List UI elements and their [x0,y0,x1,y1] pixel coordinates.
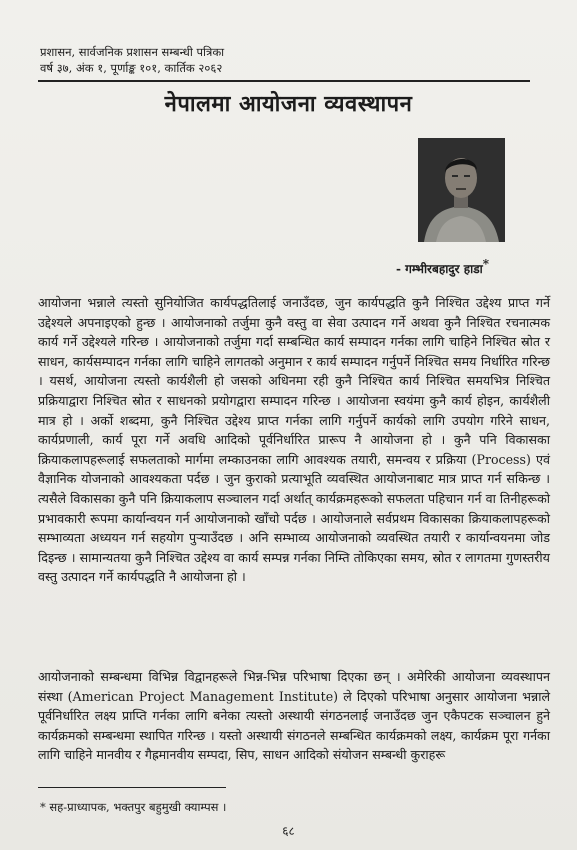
journal-name: प्रशासन, सार्वजनिक प्रशासन सम्बन्धी पत्रिका [40,45,225,59]
paragraph-2: आयोजनाको सम्बन्धमा विभिन्न विद्वानहरूले भिन्न-भिन्न परिभाषा दिएका छन् । अमेरिकी आयोजना व्यवस्थापन संस्था (American Project Management Institute) ले दिएको परिभाषा अनुसार आयोजना भन्नाले पूर्वनिर्धारित लक्ष्य प्राप्ति गर्नका लागि बनेका त्यस्तो अस्थायी संगठनलाई जनाउँदछ जुन एकैपटक सञ्चालन हुने कार्यक्रमको सम्बन्धमा स्थापित गरिन्छ । यस्तो अस्थायी संगठनले सम्बन्धित कार्यक्रमको लक्ष्य, कार्यक्रम पूरा गर्नका लागि चाहिने मानवीय र गैह्रमानवीय सम्पदा, सिप, साधन आदिको संयोजन सम्बन्धी कुराहरू [38,669,550,763]
author-photo [418,138,505,242]
issue-info: वर्ष ३७, अंक १, पूर्णाङ्क १०१, कार्तिक २०६२ [40,61,223,75]
author-name-text: - गम्भीरबहादुर हाडा [396,262,483,276]
article-title: नेपालमा आयोजना व्यवस्थापन [164,91,413,117]
page-number: ६८ [282,824,295,838]
paragraph-1: आयोजना भन्नाले त्यस्तो सुनियोजित कार्यपद्धतिलाई जनाउँदछ, जुन कार्यपद्धति कुनै निश्चित उद्देश्य प्राप्त गर्ने उद्देश्यले अपनाइएको हुन्छ । आयोजनाको तर्जुमा कुनै वस्तु वा सेवा उत्पादन गर्ने अथवा कुनै निश्चित रचनात्मक कार्य गर्ने उद्देश्यले गरिन्छ । आयोजनाको तर्जुमा गर्दा सम्बन्धित कार्य सम्पादन गर्नका लागि चाहिने निश्चित स्रोत र साधन, कार्यसम्पादन गर्नका लागि चाहिने लागतको अनुमान र कार्य सम्पादन गर्नुपर्ने निश्चित समय निर्धारित गरिन्छ । यसर्थ, आयोजना त्यस्तो कार्यशैली हो जसको अधिनमा रही कुनै निश्चित कार्य निश्चित समयभित्र निश्चित प्रक्रियाद्वारा निश्चित स्रोत र साधनको प्रयोगद्वारा सम्पादन गरिन्छ । आयोजना स्वयंमा कुनै कार्य होइन, कार्यशैली मात्र हो । अर्को शब्दमा, कुनै निश्चित उद्देश्य प्राप्त गर्नका लागि गर्नुपर्ने कार्यको लागि उपयोग गरिने साधन, कार्यप्रणाली, कार्य पूरा गर्ने अवधि आदिको पूर्वनिर्धारित प्रारूप नै आयोजना हो । कुनै पनि विकासका क्रियाकलापहरूलाई सफलताको मार्गमा लम्काउनका लागि आवश्यक तयारी, समन्वय र प्रक्रिया (Process) एवं वैज्ञानिक योजनाको आवश्यकता पर्दछ । जुन कुराको प्रत्याभूति व्यवस्थित आयोजनाबाट मात्र प्राप्त गर्न सकिन्छ । त्यसैले विकासका कुनै पनि क्रियाकलाप सञ्चालन गर्दा अर्थात् कार्यक्रमहरूको सफलता पहिचान गर्न वा तिनीहरूको प्रभावकारी रूपमा कार्यान्वयन गर्न आयोजनाको खाँचो पर्दछ । आयोजनाले सर्वप्रथम विकासका क्रियाकलापहरूको सम्भाव्यता अध्ययन गर्न सहयोग पुऱ्याउँदछ । अनि सम्भाव्य आयोजनाको व्यवस्थित तयारी र कार्यान्वयनमा जोड दिइन्छ । सामान्यतया कुनै निश्चित उद्देश्य वा कार्य सम्पन्न गर्नका निम्ति तोकिएका समय, स्रोत र लागतमा गुणस्तरीय वस्तु उत्पादन गर्ने कार्यपद्धति नै आयोजना हो । [38,295,550,585]
author-footnote-mark: * [482,257,490,271]
footnote: * सह-प्राध्यापक, भक्तपुर बहुमुखी क्याम्पस । [40,800,227,814]
header-rule [38,80,530,82]
author-name [396,257,489,277]
journal-header [40,44,540,76]
footnote-rule [38,787,226,788]
